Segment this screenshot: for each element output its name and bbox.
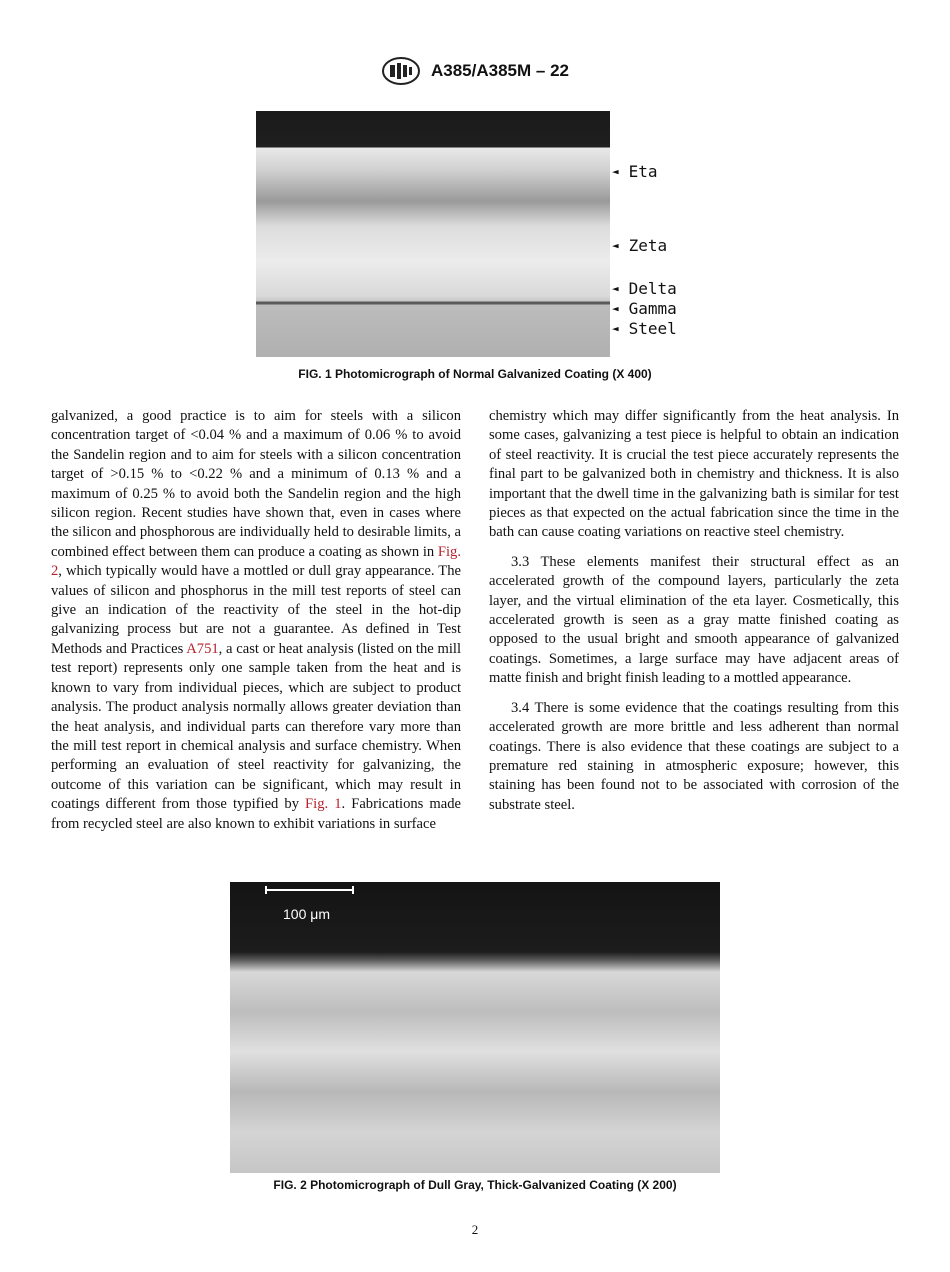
fig-2-link[interactable]: Fig. 2 <box>51 543 461 580</box>
arrow-left-icon: ◄ <box>612 282 619 295</box>
right-column <box>489 407 899 825</box>
scale-bar-label: 100 μm <box>283 906 330 922</box>
page-header <box>0 56 950 86</box>
page-number: 2 <box>471 1222 479 1237</box>
scale-bar <box>265 889 354 891</box>
fig-1-link[interactable]: Fig. 1 <box>305 796 342 813</box>
layer-label-eta: Eta <box>628 162 658 181</box>
arrow-left-icon: ◄ <box>612 239 619 252</box>
figure-2-photomicrograph <box>230 882 720 1173</box>
paragraph <box>51 407 461 834</box>
figure-1-caption: FIG. 1 Photomicrograph of Normal Galvanized Coating (X 400) <box>298 367 652 381</box>
text-run: . Fabrications made from recycled steel are also known to exhibit variations in surface <box>51 796 461 832</box>
arrow-left-icon: ◄ <box>612 165 619 178</box>
left-column <box>51 407 461 844</box>
standard-designation: A385/A385M – 22 <box>431 61 569 80</box>
astm-logo-icon <box>381 56 421 86</box>
figure-1-photomicrograph <box>256 111 610 357</box>
figure-1-layer-labels <box>612 160 712 340</box>
layer-label-zeta: Zeta <box>628 236 668 255</box>
layer-label-steel: Steel <box>628 319 677 338</box>
text-run: , which typically would have a mottled or dull gray appearance. The values of silicon and phosphorus in the mill test reports of steel can give an indication of the reactivity of the steel in the hot-dip galvanizing process but are not a guarantee. As defined in Test Methods and Practices <box>51 563 461 657</box>
figure-2-caption: FIG. 2 Photomicrograph of Dull Gray, Thick-Galvanized Coating (X 200) <box>273 1178 677 1192</box>
arrow-left-icon: ◄ <box>612 322 619 335</box>
section-3-3-paragraph: 3.3 These elements manifest their structural effect as an accelerated growth of the compound layers, particularly the zeta layer, and the virtual elimination of the eta layer. Cosmetically, this accelerated growth is seen as a gray matte finished coating as opposed to the usual bright and smooth appearance of galvanized coatings. Sometimes, a large surface may have adjacent areas of matte finish and bright finish leading to a mottled appearance. <box>489 553 899 687</box>
paragraph: chemistry which may differ significantly from the heat analysis. In some cases, galvanizing a test piece is helpful to obtain an indication of steel reactivity. It is crucial the test piece accurately represents the final part to be galvanized both in chemistry and thickness. It is also important that the dwell time in the galvanizing bath is similar for test pieces as that expected on the actual fabrication since the time in the bath can cause coating variations on reactive steel chemistry. <box>489 408 899 541</box>
text-run: , a cast or heat analysis (listed on the mill test report) represents only one sample taken from the heat and is known to vary from individual pieces, which are subject to product analysis. The product analysis normally allows greater deviation than the heat analysis, and individual parts can therefore vary more than the mill test report in chemical analysis and surface chemistry. When performing an evaluation of steel reactivity for galvanizing, the outcome of this variation can be significant, which may result in coatings different from those typified by <box>51 640 462 813</box>
text-run: galvanized, a good practice is to aim for steels with a silicon concentration target of <0.04 % and a maximum of 0.06 % to avoid the Sandelin region and to aim for steels with a silicon concentration target of >0.15 % to <0.22 % and a minimum of 0.13 % and a maximum of 0.25 % to avoid both the Sandelin region and the high silicon region. Recent studies have shown that, even in cases where the silicon and phosphorous are individually held to desirable limits, a combined effect between them can produce a coating as shown in <box>51 408 461 560</box>
layer-label-gamma: Gamma <box>628 299 677 318</box>
section-3-4-paragraph: 3.4 There is some evidence that the coatings resulting from this accelerated growth are more brittle and less adherent than normal coatings. There is also evidence that these coatings are subject to a premature red staining in atmospheric exposure; however, this staining has been found not to be associated with corrosion of the substrate steel. <box>489 699 899 813</box>
arrow-left-icon: ◄ <box>612 302 619 315</box>
a751-link[interactable]: A751 <box>186 640 219 657</box>
layer-label-delta: Delta <box>628 279 677 298</box>
